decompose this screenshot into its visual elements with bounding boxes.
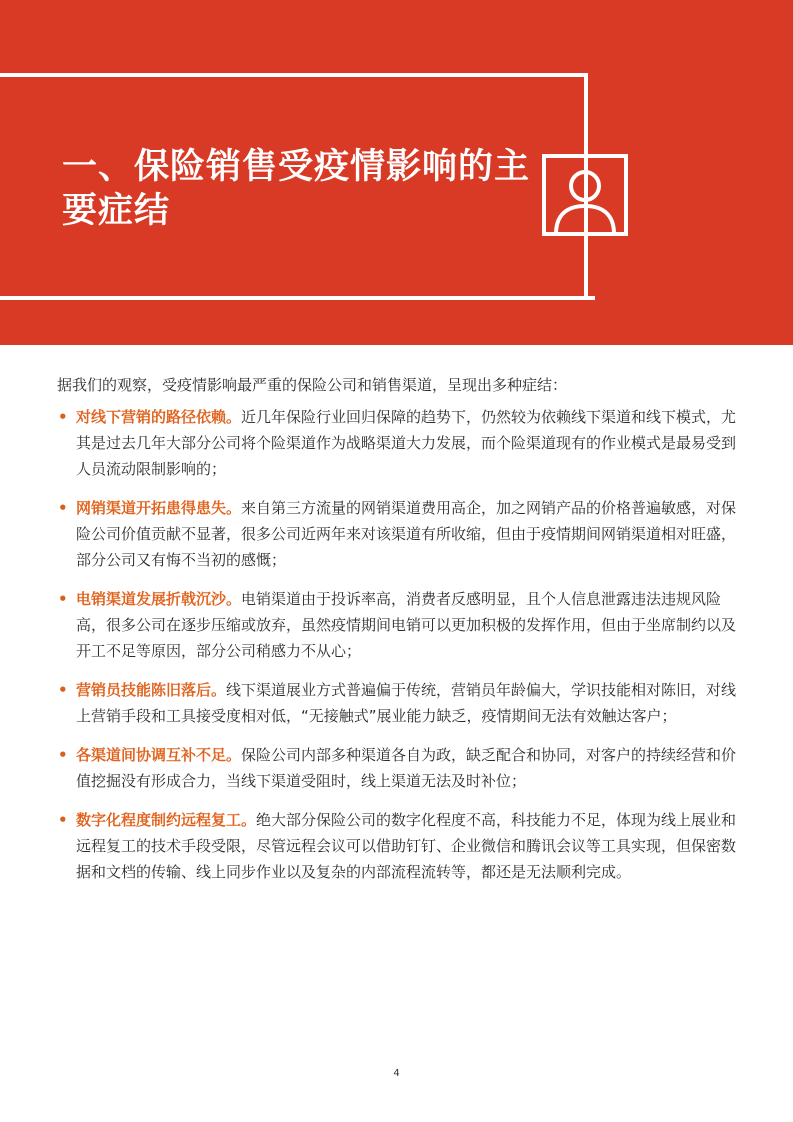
item-heading: 营销员技能陈旧落后。	[76, 681, 227, 699]
header-banner	[0, 0, 793, 345]
banner-frame-line-top	[0, 73, 588, 77]
item-body: 线下渠道展业方式普遍偏于传统，营销员年龄偏大，学识技能相对陈旧，对线上营销手段和工具接受度相对低，“无接触式”展业能力缺乏，疫情期间无法有效触达客户；	[76, 681, 737, 725]
bullet-icon: •	[58, 499, 68, 517]
item-body: 保险公司内部多种渠道各自为政，缺乏配合和协同，对客户的持续经营和价值挖掘没有形成合力，当线下渠道受阻时，线上渠道无法及时补位；	[76, 746, 737, 790]
bullet-icon: •	[58, 746, 68, 764]
main-content	[57, 372, 747, 898]
item-heading: 数字化程度制约远程复工。	[76, 811, 257, 829]
list-item	[57, 742, 747, 794]
item-heading: 网销渠道开拓患得患失。	[76, 499, 242, 517]
list-item	[57, 586, 747, 664]
item-heading: 电销渠道发展折戟沉沙。	[76, 590, 242, 608]
bullet-icon: •	[58, 811, 68, 829]
bullet-icon: •	[58, 408, 68, 426]
page-number: 4	[393, 1068, 400, 1079]
item-body: 绝大部分保险公司的数字化程度不高，科技能力不足，体现为线上展业和远程复工的技术手段受限，尽管远程会议可以借助钉钉、企业微信和腾讯会议等工具实现，但保密数据和文档的传输、线上同步作业以及复杂的内部流程流转等，都还是无法顺利完成。	[76, 811, 737, 881]
person-frame-icon	[542, 154, 628, 236]
list-item	[57, 495, 747, 573]
banner-frame-line-bottom	[0, 296, 595, 300]
item-heading: 各渠道间协调互补不足。	[76, 746, 242, 764]
list-item	[57, 404, 747, 482]
bullet-icon: •	[58, 681, 68, 699]
item-body: 近几年保险行业回归保障的趋势下，仍然较为依赖线下渠道和线下模式，尤其是过去几年大部分公司将个险渠道作为战略渠道大力发展，而个险渠道现有的作业模式是最易受到人员流动限制影响的；	[76, 408, 737, 478]
item-body: 来自第三方流量的网销渠道费用高企，加之网销产品的价格普遍敏感，对保险公司价值贡献不显著，很多公司近两年来对该渠道有所收缩，但由于疫情期间网销渠道相对旺盛，部分公司又有悔不当初的感慨；	[76, 499, 737, 569]
intro-paragraph: 据我们的观察，受疫情影响最严重的保险公司和销售渠道，呈现出多种症结：	[57, 376, 568, 394]
list-item	[57, 677, 747, 729]
bullet-icon: •	[58, 590, 68, 608]
list-item	[57, 807, 747, 885]
item-heading: 对线下营销的路径依赖。	[76, 408, 242, 426]
page-title: 一、保险销售受疫情影响的主要症结	[62, 147, 531, 231]
item-body: 电销渠道由于投诉率高，消费者反感明显，且个人信息泄露违法违规风险高，很多公司在逐步压缩或放弃，虽然疫情期间电销可以更加积极的发挥作用，但由于坐席制约以及开工不足等原因，部分公司稍感力不从心；	[76, 590, 737, 660]
